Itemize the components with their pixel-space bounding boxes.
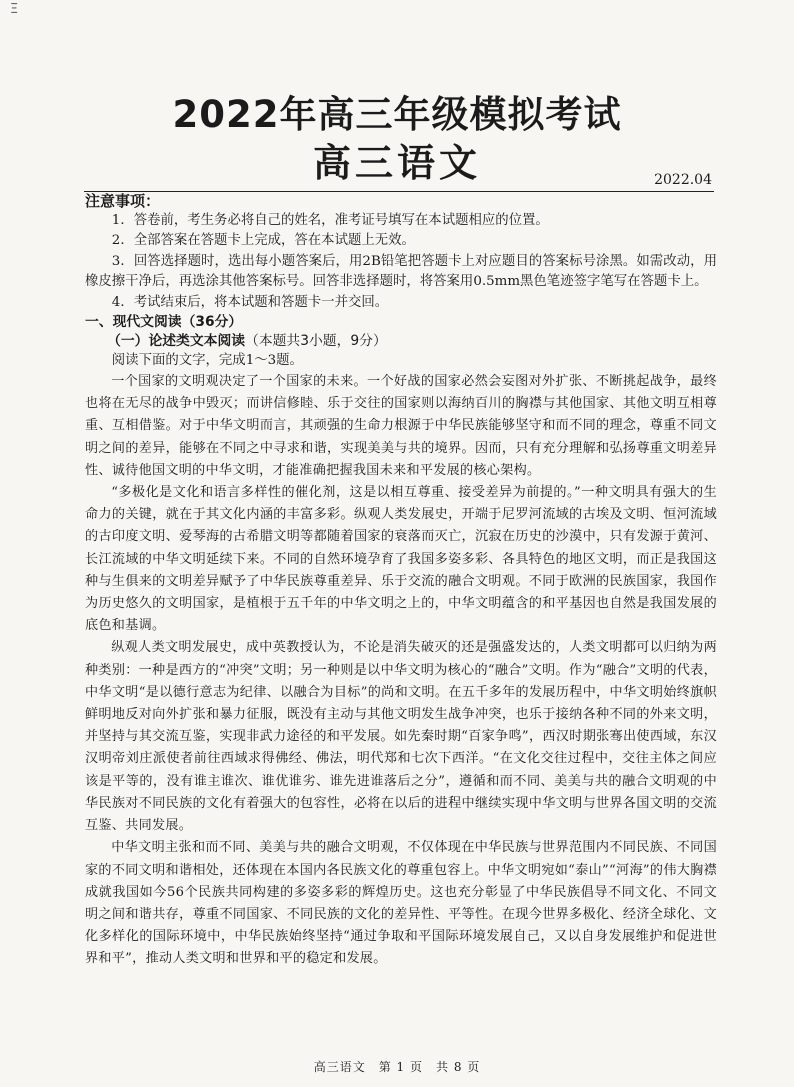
exam-subtitle: 高三语文 bbox=[312, 141, 481, 185]
notice-item-1: 1．答卷前，考生务必将自己的姓名，准考证号填写在本试题相应的位置。 bbox=[111, 213, 549, 228]
passage-paragraph-2: “多极化是文化和语言多样性的催化剂，这是以相互尊重、接受差异为前提的。”一种文明具有强大的生命力的关键，就在于其文化内涵的丰富多彩。纵观人类发展史，开端于尼罗河流域的古埃及文明、恒河流域的古印度文明、爱琴海的古希腊文明等都随着国家的衰落而灭亡，沉寂在历史的沙漠中，只有发源于黄河、长江流域的中华文明延续下来。不同的自然环境孕育了我国多姿多彩、各具特色的地区文明，而正是我国这种与生俱来的文明差异赋予了中华民族尊重差异、乐于交流的融合文明观。不同于欧洲的民族国家，我国作为历史悠久的文明国家，是植根于五千年的中华文明之上的，中华文明蕴含的和平基因也自然是我国发展的底色和基调。 bbox=[85, 485, 717, 634]
subsection-title: （一）论述类文本阅读 bbox=[107, 333, 246, 350]
header-rule bbox=[84, 191, 714, 192]
notice-heading: 注意事项： bbox=[85, 192, 161, 210]
notice-item-3: 3．回答选择题时，选出每小题答案后，用2B铅笔把答题卡上对应题目的答案标号涂黑。如需改动，用橡皮擦干净后，再选涂其他答案标号。回答非选择题时，将答案用0.5mm黑色笔迹签字笔写在答题卡上。 bbox=[85, 253, 717, 290]
corner-mark: Ξ bbox=[10, 2, 19, 17]
exam-date: 2022.04 bbox=[654, 172, 712, 188]
page-content bbox=[85, 209, 717, 971]
passage-paragraph-3: 纵观人类文明发展史，成中英教授认为，不论是消失破灭的还是强盛发达的，人类文明都可以归纳为两种类别：一种是西方的“冲突”文明；另一种则是以中华文明为核心的“融合”文明。作为“融合”文明的代表，中华文明“是以德行意志为纪律、以融合为目标”的尚和文明。在五千多年的发展历程中，中华文明始终旗帜鲜明地反对向外扩张和暴力征服，既没有主动与其他文明发生战争冲突，也乐于接纳各种不同的外来文明，并坚持与其交流互鉴，实现非武力途径的和平发展。如先秦时期“百家争鸣”，西汉时期张骞出使西域，东汉汉明帝刘庄派使者前往西域求得佛经、佛法，明代郑和七次下西洋。“在文化交往过程中，交往主体之间应该是平等的，没有谁主谁次、谁优谁劣、谁先进谁落后之分”，遵循和而不同、美美与共的融合文明观的中华民族对不同民族的文化有着强大的包容性，必将在以后的进程中继续实现中华文明与世界各国文明的交流互鉴、共同发展。 bbox=[85, 640, 717, 834]
reading-instruction: 阅读下面的文字，完成1～3题。 bbox=[111, 353, 303, 369]
page-footer: 高三语文 第 1 页 共 8 页 bbox=[313, 1060, 481, 1074]
subsection-detail: （本题共3小题，9分） bbox=[245, 333, 387, 350]
notice-item-2: 2．全部答案在答题卡上完成，答在本试题上无效。 bbox=[111, 233, 415, 249]
exam-title: 2022年高三年级模拟考试 bbox=[172, 93, 622, 136]
notice-item-4: 4．考试结束后，将本试题和答题卡一并交回。 bbox=[111, 294, 389, 310]
section-heading: 一、现代文阅读（36分） bbox=[85, 314, 243, 331]
passage-paragraph-1: 一个国家的文明观决定了一个国家的未来。一个好战的国家必然会妄图对外扩张、不断挑起战争，最终也将在无尽的战争中毁灭；而讲信修睦、乐于交往的国家则以海纳百川的胸襟与其他国家、其他文明互相尊重、互相借鉴。对于中华文明而言，其顽强的生命力根源于中华民族能够坚守和而不同的理念，尊重不同文明之间的差异，能够在不同之中寻求和谐，实现美美与共的境界。因而，只有充分理解和弘扬尊重文明差异性、诚待他国文明的中华文明，才能准确把握我国未来和平发展的核心架构。 bbox=[85, 374, 717, 478]
subsection-heading bbox=[85, 332, 717, 351]
passage-paragraph-4: 中华文明主张和而不同、美美与共的融合文明观，不仅体现在中华民族与世界范围内不同民族、不同国家的不同文明和谐相处，还体现在本国内各民族文化的尊重包容上。中华文明宛如“泰山”“河海”的伟大胸襟成就我国如今56个民族共同构建的多姿多彩的辉煌历史。这也充分彰显了中华民族倡导不同文化、不同文明之间和谐共存，尊重不同国家、不同民族的文化的差异性、平等性。在现今世界多极化、经济全球化、文化多样化的国际环境中，中华民族始终坚持“通过争取和平国际环境发展自己，又以自身发展维护和促进世界和平”，推动人类文明和世界和平的稳定和发展。 bbox=[85, 840, 717, 967]
